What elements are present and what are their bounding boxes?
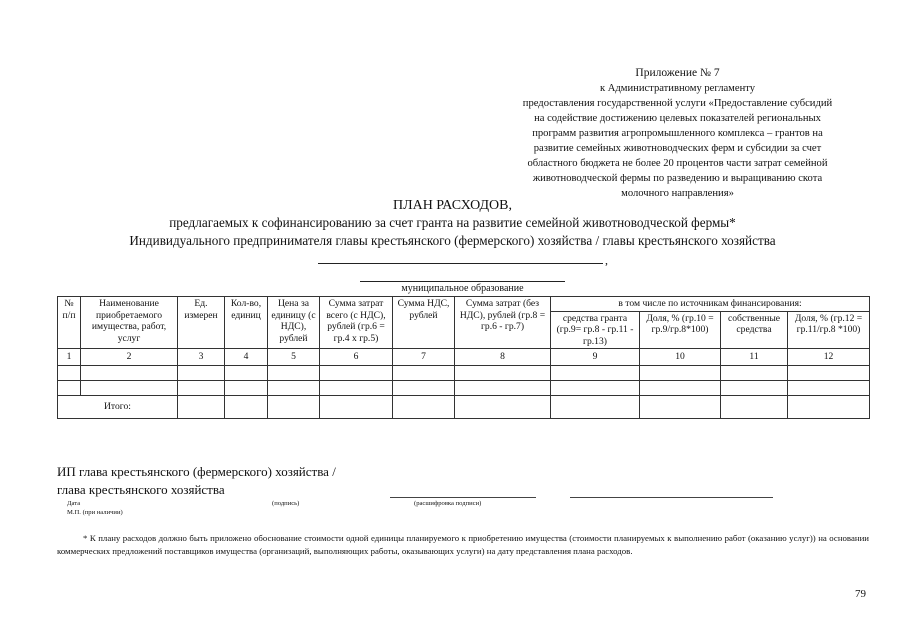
table-row [58,381,870,396]
table-cell[interactable] [81,381,178,396]
table-row [58,366,870,381]
table-cell[interactable] [788,366,870,381]
column-number: 2 [81,349,178,366]
document-subtitle: предлагаемых к софинансированию за счет гранта на развитие семейной животноводческой фермы* [169,215,736,230]
appendix-number: Приложение № 7 [635,67,720,79]
table-cell[interactable] [178,396,225,419]
table-cell[interactable] [788,381,870,396]
table-cell[interactable] [268,366,320,381]
table-cell[interactable] [178,381,225,396]
signature-label: (подпись) [272,500,300,507]
signature-decode-label: (расшифровка подписи) [414,500,482,507]
table-cell[interactable] [640,396,721,419]
table-cell[interactable] [81,366,178,381]
table-cell[interactable] [721,396,788,419]
table-cell[interactable] [640,381,721,396]
header-cell: средства гранта (гр.9= гр.8 - гр.11 - гр.13) [551,311,640,349]
signature-decode-blank [570,496,773,498]
appendix-line: животноводческой фермы по разведению и выращиванию скота [532,173,823,184]
column-number: 10 [640,349,721,366]
column-number: 7 [393,349,455,366]
appendix-line: областного бюджета не более 20 процентов части затрат семейной [527,158,828,169]
column-number: 8 [455,349,551,366]
column-number: 6 [320,349,393,366]
header-cell: собственные средства [721,311,788,349]
total-label: Итого: [58,396,178,419]
signatory-title-cont: глава крестьянского хозяйства [57,482,225,497]
municipality-label: муниципальное образование [401,283,524,294]
stamp-label: М.П. (при наличии) [67,509,123,516]
comma: , [605,253,608,267]
table-cell[interactable] [58,366,81,381]
date-label: Дата [67,500,81,507]
document-title: ПЛАН РАСХОДОВ, [392,198,513,213]
header-cell: Сумма затрат всего (с НДС), рублей (гр.6 = гр.4 x гр.5) [320,297,393,349]
column-number: 11 [721,349,788,366]
appendix-line: к Административному регламенту [599,83,756,94]
table-cell[interactable] [393,366,455,381]
table-cell[interactable] [320,366,393,381]
municipality-blank [360,281,565,282]
column-number: 5 [268,349,320,366]
header-cell: Цена за единицу (с НДС), рублей [268,297,320,349]
footnote: * К плану расходов должно быть приложено обоснование стоимости одной единицы планируемого к приобретению имущества (стоимости планируемых к выполнению работ (оказанию услуг)) на основании коммерческих предложений поставщиков имущества (организаций, выполняющих работы, оказывающих услуги) на дату представления плана расходов. [57,533,869,556]
table-cell[interactable] [788,396,870,419]
table-cell[interactable] [320,396,393,419]
header-cell: Сумма НДС, рублей [393,297,455,349]
table-cell[interactable] [58,381,81,396]
table-cell[interactable] [225,366,268,381]
entity-name-blank [318,262,603,264]
table-cell[interactable] [225,381,268,396]
table-cell[interactable] [455,396,551,419]
table-cell[interactable] [320,381,393,396]
table-cell[interactable] [721,381,788,396]
appendix-line: на содействие достижению целевых показателей региональных [534,113,821,124]
column-number: 4 [225,349,268,366]
column-number: 9 [551,349,640,366]
table-cell[interactable] [268,381,320,396]
table-cell[interactable] [225,396,268,419]
column-number-row [58,349,870,366]
header-cell: Кол-во, единиц [225,297,268,349]
table-cell[interactable] [721,366,788,381]
header-cell: Сумма затрат (без НДС), рублей (гр.8 = гр.6 - гр.7) [455,297,551,349]
header-cell: № п/п [58,297,81,349]
table-cell[interactable] [393,381,455,396]
appendix-line: программ развития агропромышленного комплекса – грантов на [532,128,823,139]
table-cell[interactable] [455,366,551,381]
document-subtitle-entity: Индивидуального предпринимателя главы крестьянского (фермерского) хозяйства / главы крестьянского хозяйства [129,233,776,248]
table-cell[interactable] [455,381,551,396]
signature-blank [390,496,536,498]
header-cell: Наименование приобретаемого имущества, работ, услуг [81,297,178,349]
table-cell[interactable] [640,366,721,381]
table-cell[interactable] [178,366,225,381]
header-group-cell: в том числе по источникам финансирования: [551,297,870,312]
column-number: 3 [178,349,225,366]
page-number: 79 [855,588,866,600]
table-cell[interactable] [551,396,640,419]
column-number: 1 [58,349,81,366]
header-cell: Доля, % (гр.12 = гр.11/гр.8 *100) [788,311,870,349]
expense-plan-table [57,296,870,419]
table-cell[interactable] [393,396,455,419]
total-row [58,396,870,419]
appendix-line: молочного направления» [621,188,734,199]
header-cell: Доля, % (гр.10 = гр.9/гр.8*100) [640,311,721,349]
appendix-line: предоставления государственной услуги «Предоставление субсидий [522,98,833,109]
column-number: 12 [788,349,870,366]
header-row [58,297,870,312]
appendix-line: развитие семейных животноводческих ферм и субсидии за счет [533,143,822,154]
signatory-title: ИП глава крестьянского (фермерского) хозяйства / [57,464,336,479]
table-cell[interactable] [268,396,320,419]
header-cell: Ед. измерен [178,297,225,349]
table-cell[interactable] [551,381,640,396]
appendix-header [480,66,875,201]
table-cell[interactable] [551,366,640,381]
